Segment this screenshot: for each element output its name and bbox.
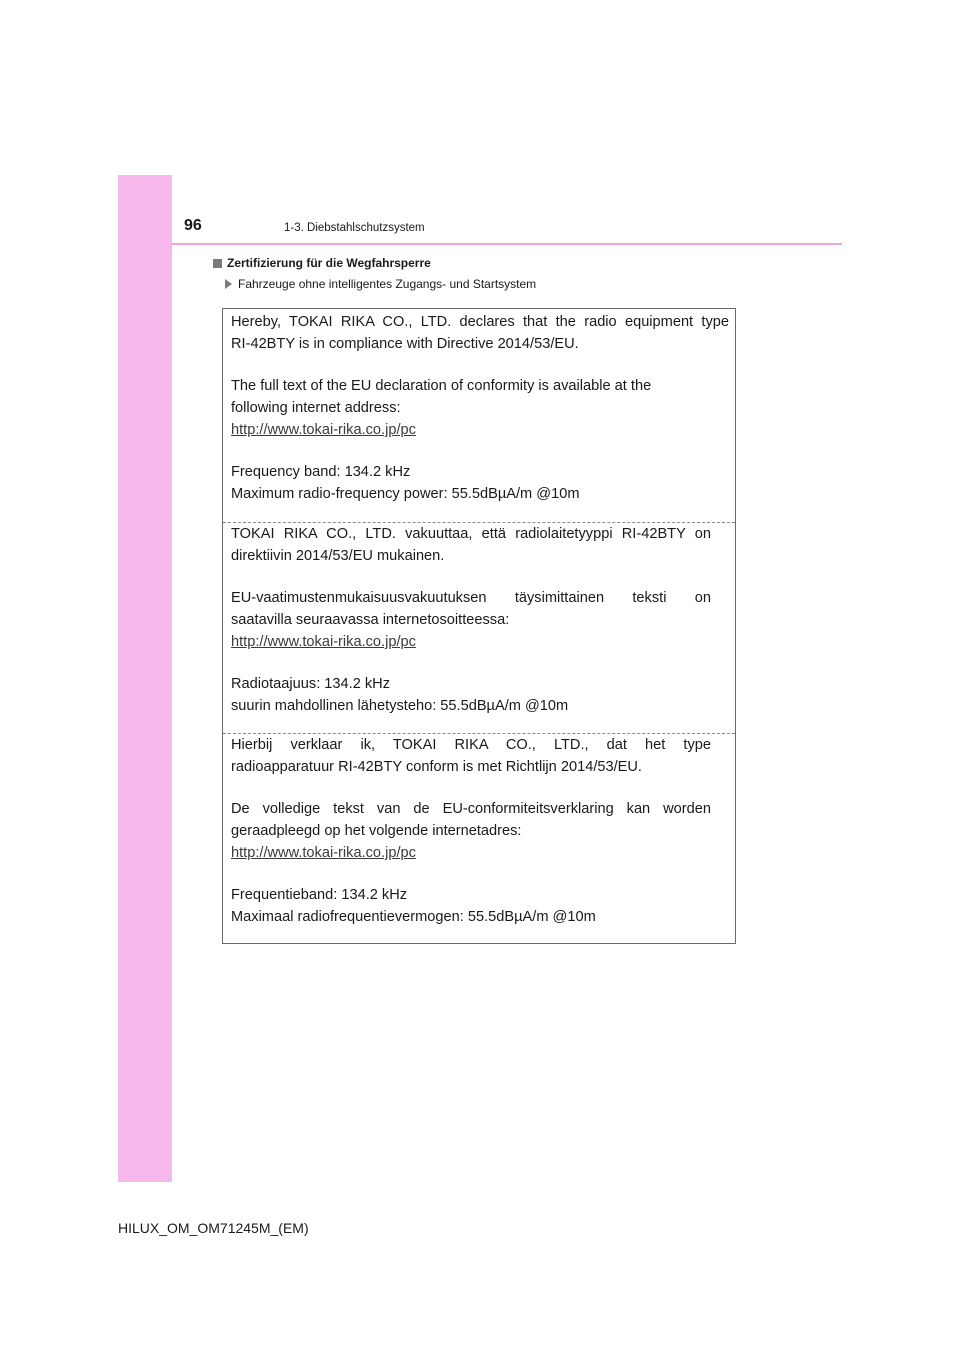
declaration-dutch	[223, 734, 735, 928]
max-power: Maximum radio-frequency power: 55.5dBµA/m @10m	[231, 486, 580, 502]
chapter-sidebar-tab	[118, 175, 172, 1182]
header-rule	[172, 243, 842, 245]
declaration-text: radioapparatuur RI-42BTY conform is met Richtlijn 2014/53/EU.	[231, 759, 642, 775]
sub-item-text: Fahrzeuge ohne intelligentes Zugangs- und Startsystem	[238, 277, 537, 291]
declaration-english	[223, 311, 735, 505]
declaration-text: direktiivin 2014/53/EU mukainen.	[231, 548, 445, 564]
declaration-link[interactable]: http://www.tokai-rika.co.jp/pc	[231, 845, 416, 861]
frequency-band: Frequency band: 134.2 kHz	[231, 464, 411, 480]
square-bullet-icon	[213, 259, 222, 268]
frequency-band: Radiotaajuus: 134.2 kHz	[231, 676, 391, 692]
max-power: Maximaal radiofrequentievermogen: 55.5dBµA/m @10m	[231, 909, 596, 925]
sub-item	[225, 277, 536, 291]
declaration-text: following internet address:	[231, 400, 401, 416]
page-header	[118, 175, 842, 247]
page-number: 96	[184, 217, 202, 234]
declaration-text: saatavilla seuraavassa internetosoitteessa:	[231, 612, 510, 628]
declaration-link[interactable]: http://www.tokai-rika.co.jp/pc	[231, 634, 416, 650]
chapter-title: 1-3. Diebstahlschutzsystem	[284, 222, 425, 234]
section-heading	[213, 256, 431, 270]
declaration-text: TOKAI RIKA CO., LTD. vakuuttaa, että radiolaitetyyppi RI-42BTY on	[231, 526, 711, 542]
declaration-finnish	[223, 523, 735, 717]
document-code: HILUX_OM_OM71245M_(EM)	[118, 1220, 309, 1236]
declaration-text: The full text of the EU declaration of conformity is available at the	[231, 378, 652, 394]
declaration-text: EU-vaatimustenmukaisuusvakuutuksen täysimittainen teksti on	[231, 590, 711, 606]
declaration-text: geraadpleegd op het volgende internetadres:	[231, 823, 522, 839]
max-power: suurin mahdollinen lähetysteho: 55.5dBµA/m @10m	[231, 698, 569, 714]
triangle-bullet-icon	[225, 279, 232, 289]
declaration-text: RI-42BTY is in compliance with Directive 2014/53/EU.	[231, 336, 579, 352]
declaration-box	[222, 308, 736, 944]
declaration-link[interactable]: http://www.tokai-rika.co.jp/pc	[231, 422, 416, 438]
frequency-band: Frequentieband: 134.2 kHz	[231, 887, 408, 903]
declaration-text: Hereby, TOKAI RIKA CO., LTD. declares that the radio equipment type	[231, 314, 729, 330]
section-heading-text: Zertifizierung für die Wegfahrsperre	[227, 256, 431, 270]
declaration-text: De volledige tekst van de EU-conformiteitsverklaring kan worden	[231, 801, 711, 817]
declaration-text: Hierbij verklaar ik, TOKAI RIKA CO., LTD., dat het type	[231, 737, 711, 753]
